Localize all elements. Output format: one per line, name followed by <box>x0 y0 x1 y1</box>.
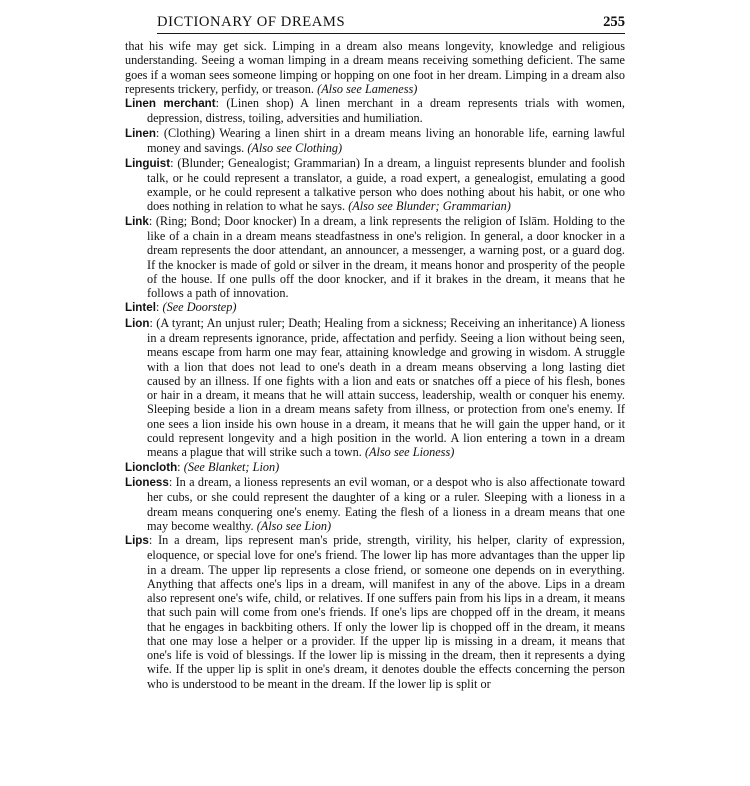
entry-headword: Lintel <box>125 301 156 315</box>
entry-cross-reference: (See Blanket; Lion) <box>183 459 280 474</box>
running-head-title: DICTIONARY OF DREAMS <box>157 14 346 30</box>
entry-cross-reference: (See Doorstep) <box>162 300 237 315</box>
entry-cross-reference: (Also see Clothing) <box>247 141 343 156</box>
dictionary-entry <box>125 126 625 156</box>
dictionary-entry <box>125 300 625 315</box>
entry-headword: Linguist <box>125 156 171 170</box>
dictionary-entry <box>125 533 625 691</box>
entry-headword: Linen merchant <box>125 97 216 111</box>
page-content-column <box>125 14 625 691</box>
entry-text: : <box>177 459 184 474</box>
entry-headword: Lioness <box>125 476 169 489</box>
dictionary-entry <box>125 96 625 126</box>
entry-text: : In a dream, lips represent man's pride, strength, virility, his helper, clarity of expression, eloquence, or special love for one's friend. The lower lip has more advantages than the upper lip in a dream. The upper lip represents a close friend, or someone one depends on in everything. Anything that affects one's lips in a dream, will manifest in any of the above. Lips in a dream also represent one's wife, child, or relatives. If one suffers pain from his lips in a dream, it means that such pain will come from one's friends. If one's lips are chopped off in the dream, it means that he engages in backbiting others. If only the lower lip is chopped off in the dream, it means that one may lose a helper or a provider. If the upper lip is missing in a dream, it means that one's life is void of blessings. If the lower lip is missing in the dream, then it represents a dying wife. If the upper lip is split in one's dream, it denotes double the effects concerning the person who is understood to be meant in the dream. If the lower lip is split or <box>147 533 625 691</box>
entry-headword: Lips <box>125 534 149 548</box>
entry-headword: Link <box>125 214 149 228</box>
dictionary-entry <box>125 460 625 475</box>
dictionary-entry <box>125 214 625 301</box>
entry-headword: Lion <box>125 316 150 330</box>
entry-text: that his wife may get sick. Limping in a dream also means longevity, knowledge and religious understanding. Seeing a woman limping in a dream means receiving something deficient. The same goes if a woman sees someone limping or hopping on one foot in her dream. Limping in a dream also represents trickery, perfidy, or treason. <box>125 39 625 96</box>
entry-text: : (Linen shop) A linen merchant in a dream represents trials with women, depression, distress, toiling, adversities and humiliation. <box>147 96 625 126</box>
dictionary-entry <box>125 316 625 460</box>
entry-list <box>125 39 625 691</box>
entry-headword: Lioncloth <box>125 460 178 474</box>
entry-cross-reference: (Also see Lion) <box>256 518 332 533</box>
dictionary-entry <box>125 156 625 214</box>
entry-text: : (A tyrant; An unjust ruler; Death; Healing from a sickness; Receiving an inheritance) A lioness in a dream represents ignorance, pride, affectation and perfidy. Seeing a lion without being seen, means escape from harm one may fear, attaining knowledge and growing in wisdom. A struggle with a lion that does not lead to one's death in a dream means observing a long lasting diet caused by an illness. If one fights with a lion and eats or snatches off a piece of his flesh, bones or hair in a dream, it means that he will attain success, leadership, wealth or conquer his enemy. Sleeping beside a lion in a dream means safety from illness, or protection from one's enemy. If one sees a lion inside his own house in a dream, it means that he will gain the upper hand, or it could represent longevity and a high position in the world. A lion entering a town in a dream means a plague that will strike such a town. <box>147 315 625 460</box>
running-head <box>157 14 625 34</box>
entry-headword: Linen <box>125 126 156 140</box>
entry-text: : (Clothing) Wearing a linen shirt in a dream means living an honorable life, earning lawful money and savings. <box>147 125 625 156</box>
entry-text: : In a dream, a lioness represents an evil woman, or a despot who is also affectionate toward her cubs, or she could represent the daughter of a king or a ruler. Sleeping with a lioness in a dream means conquering one's enemy. Eating the flesh of a lioness in a dream means that one may become wealthy. <box>147 475 625 533</box>
entry-cross-reference: (Also see Blunder; Grammarian) <box>348 199 511 214</box>
entry-cross-reference: (Also see Lioness) <box>364 445 455 460</box>
page-number: 255 <box>603 14 625 30</box>
entry-text: : (Ring; Bond; Door knocker) In a dream, a link represents the religion of Islām. Holding to the like of a chain in a dream means steadfastness in one's religion. In general, a door knocker in a dream represents the door attendant, an announcer, a messenger, a warning post, or a guard dog. If the knocker is made of gold or silver in the dream, it means honor and prosperity of the people of the house. If one pulls off the door knocker, and if it brakes in the dream, it means that he follows a path of innovation. <box>147 213 625 300</box>
entry-continuation <box>125 39 625 96</box>
dictionary-entry <box>125 475 625 533</box>
entry-cross-reference: (Also see Lameness) <box>317 81 418 96</box>
entry-text: : (Blunder; Genealogist; Grammarian) In a dream, a linguist represents blunder and foolish talk, or he could represent a translator, a guide, a road expert, a genealogist, emulating a good example, or he could represent a talkative person who does nothing about his habit, or one who does nothing in relation to what he says. <box>147 155 625 214</box>
entry-text: : <box>155 300 163 315</box>
